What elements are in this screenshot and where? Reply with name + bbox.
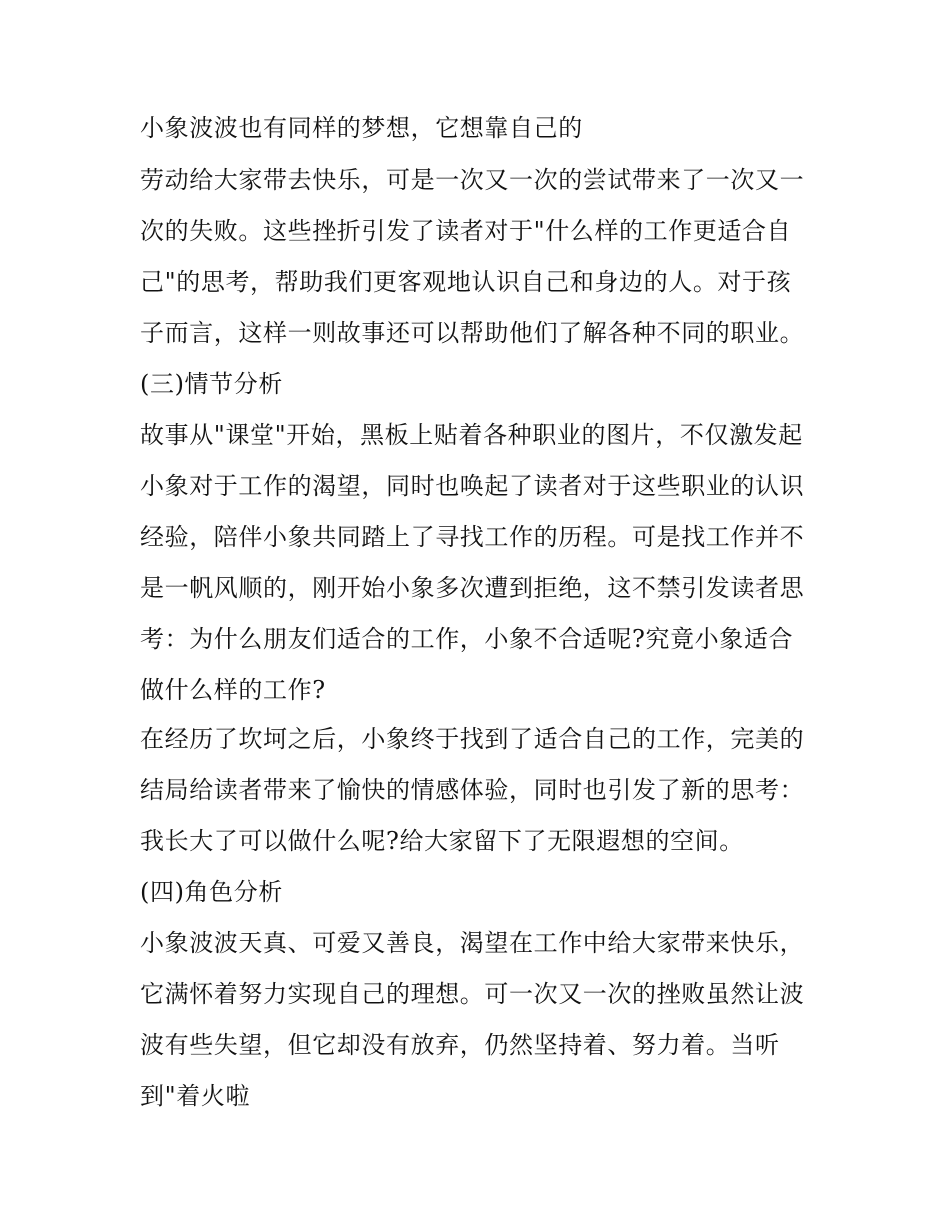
- paragraph-line: 我长大了可以做什么呢?给大家留下了无限遐想的空间。: [140, 827, 744, 855]
- paragraph-line: 小象对于工作的渴望，同时也唤起了读者对于这些职业的认识: [140, 472, 805, 500]
- section-heading: (四)角色分析: [140, 878, 283, 906]
- paragraph-line: 己"的思考，帮助我们更客观地认识自己和身边的人。对于孩: [140, 268, 792, 296]
- paragraph-line: 波有些失望，但它却没有放弃，仍然坚持着、努力着。当听: [140, 1031, 780, 1059]
- paragraph-line: 在经历了坎坷之后，小象终于找到了适合自己的工作，完美的: [140, 725, 805, 753]
- paragraph-line: 子而言，这样一则故事还可以帮助他们了解各种不同的职业。: [140, 319, 805, 347]
- paragraph-line: 故事从"课堂"开始，黑板上贴着各种职业的图片，不仅激发起: [140, 421, 803, 449]
- paragraph-line: 做什么样的工作?: [140, 676, 326, 704]
- paragraph-line: 次的失败。这些挫折引发了读者对于"什么样的工作更适合自: [140, 217, 792, 245]
- paragraph-line: 小象波波也有同样的梦想，它想靠自己的: [140, 114, 583, 142]
- paragraph-line: 结局给读者带来了愉快的情感体验，同时也引发了新的思考：: [140, 776, 805, 804]
- paragraph-line: 到"着火啦: [140, 1082, 251, 1110]
- paragraph-line: 是一帆风顺的，刚开始小象多次遭到拒绝，这不禁引发读者思: [140, 574, 805, 602]
- section-heading: (三)情节分析: [140, 370, 283, 398]
- paragraph-line: 小象波波天真、可爱又善良，渴望在工作中给大家带来快乐，: [140, 929, 805, 957]
- paragraph-line: 它满怀着努力实现自己的理想。可一次又一次的挫败虽然让波: [140, 980, 805, 1008]
- paragraph-line: 经验，陪伴小象共同踏上了寻找工作的历程。可是找工作并不: [140, 523, 805, 551]
- paragraph-line: 劳动给大家带去快乐，可是一次又一次的尝试带来了一次又一: [140, 166, 805, 194]
- paragraph-line: 考：为什么朋友们适合的工作，小象不合适呢?究竟小象适合: [140, 625, 794, 653]
